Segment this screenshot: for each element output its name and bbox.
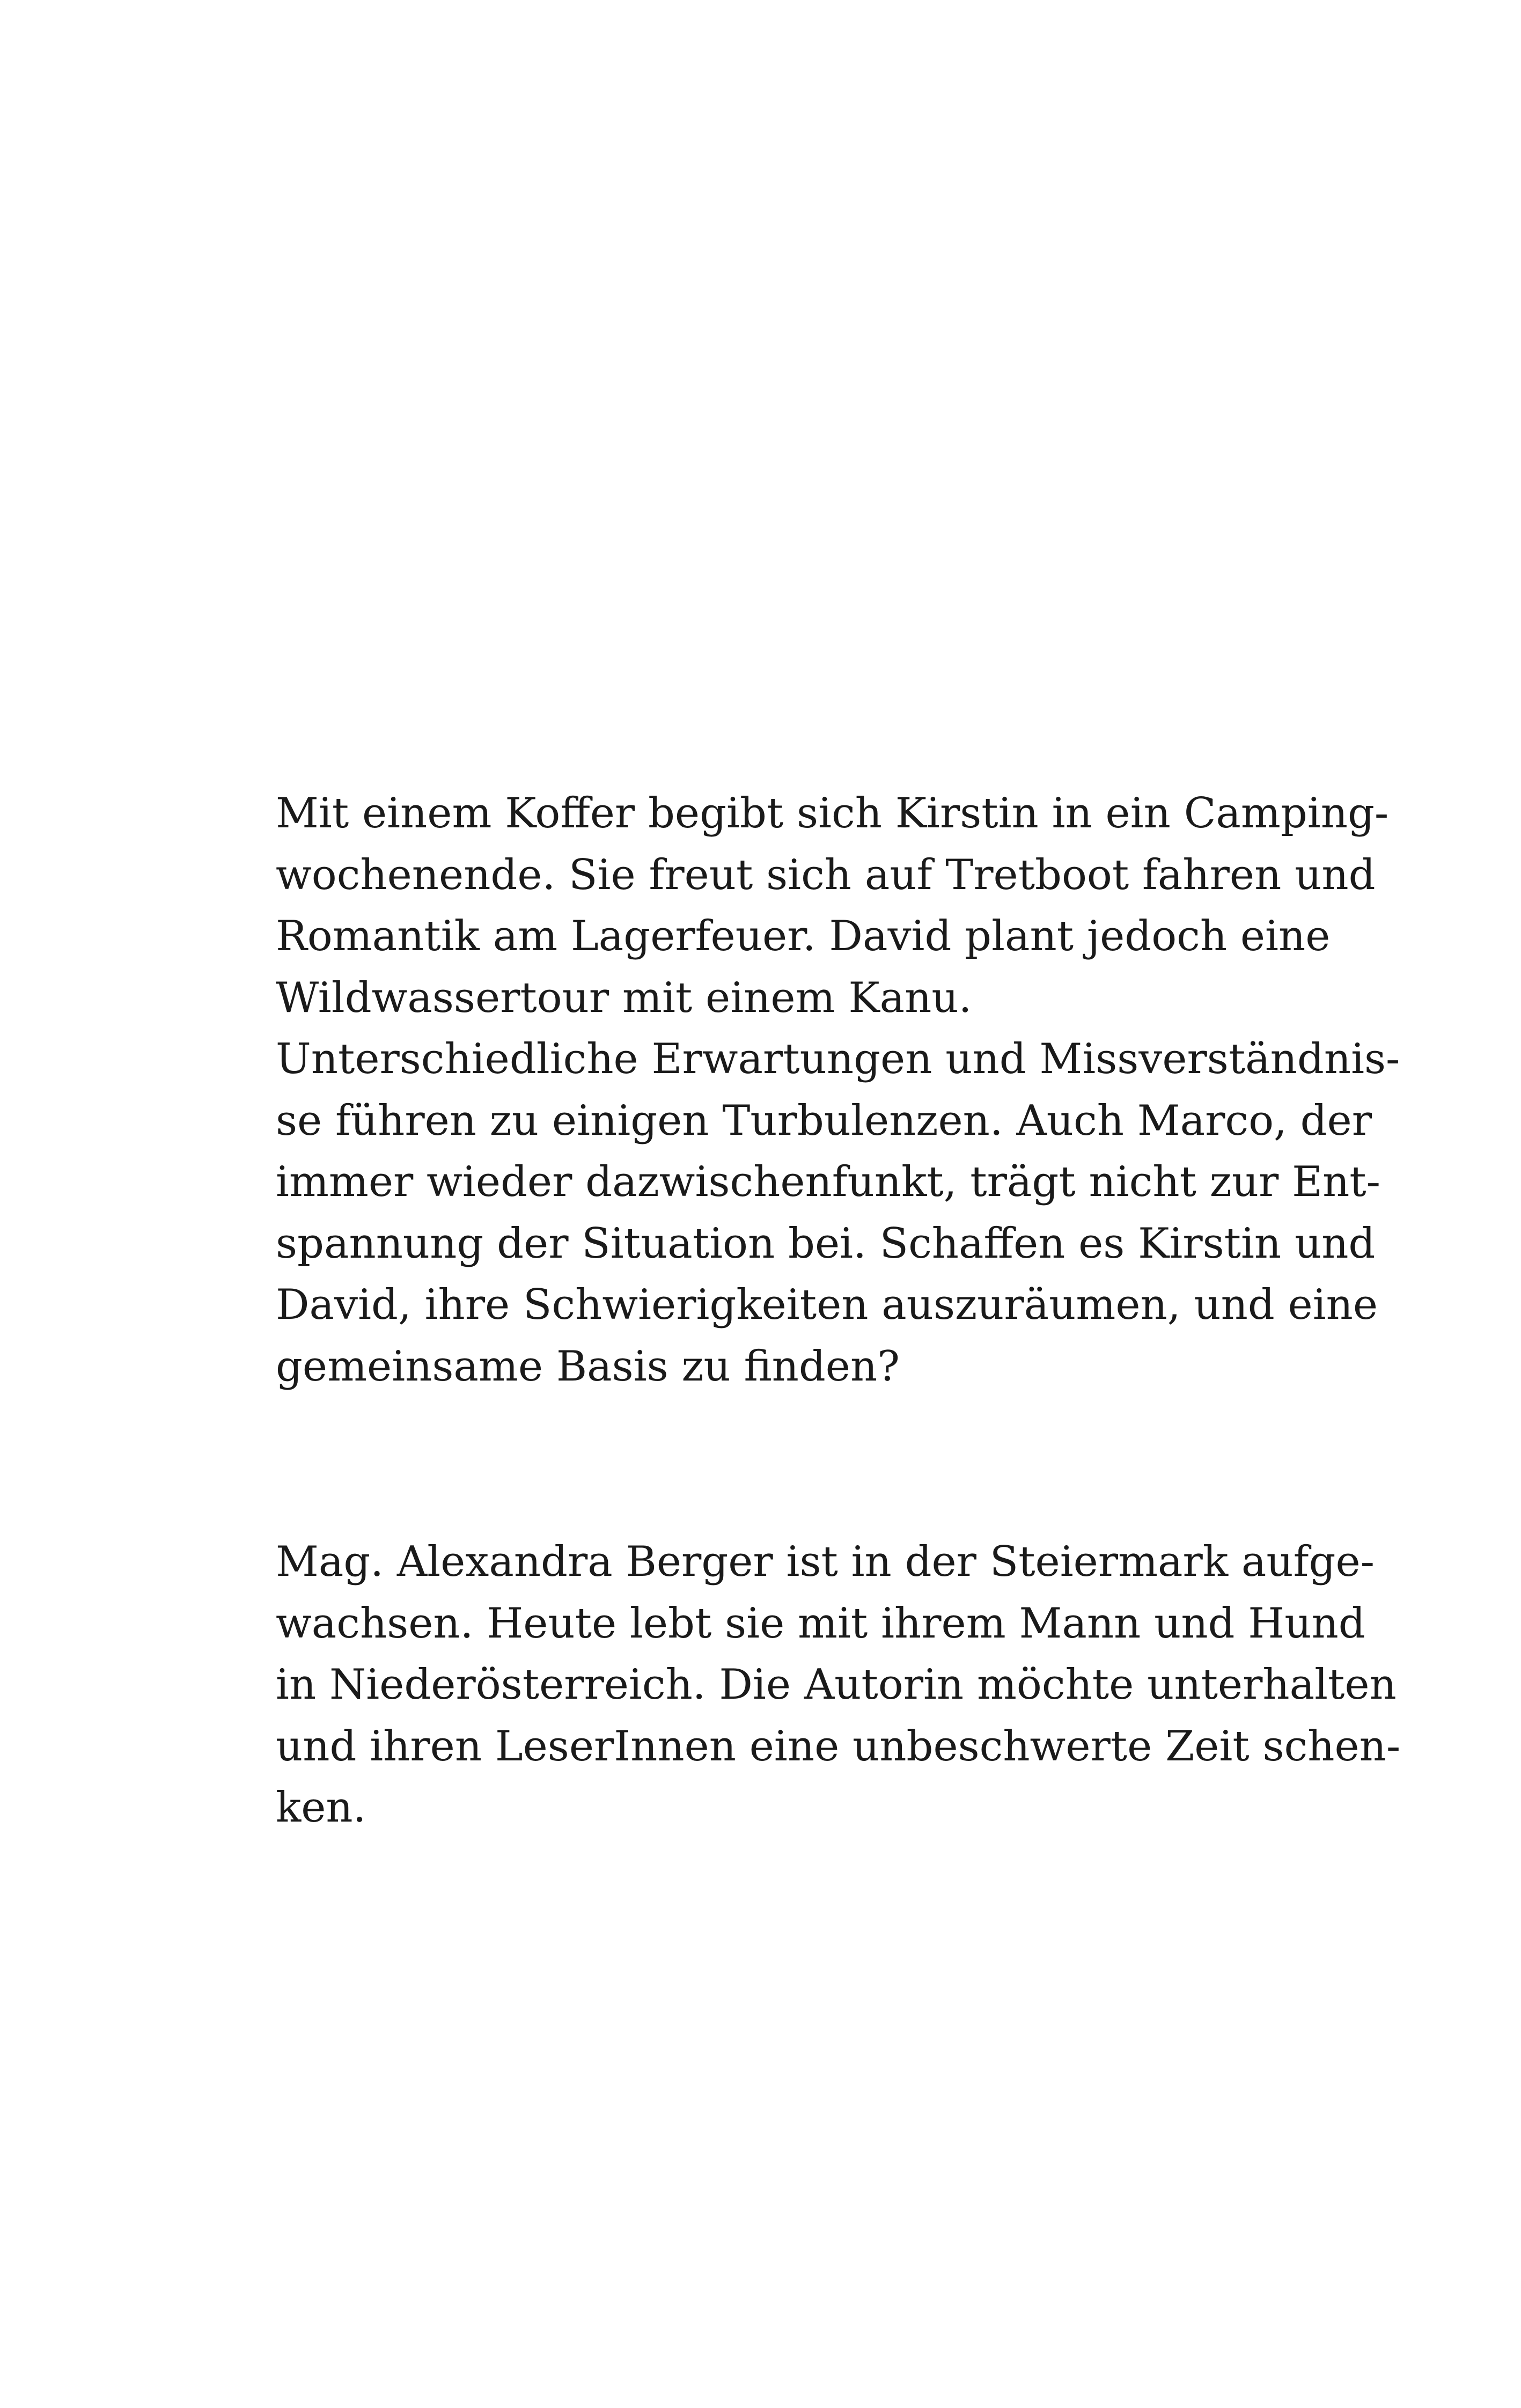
author-bio-paragraph — [276, 1531, 1401, 1839]
blurb-line: Mit einem Koffer begibt sich Kirstin in ein Camping- — [276, 789, 1389, 838]
blurb-line: gemeinsame Basis zu finden? — [276, 1342, 900, 1391]
blurb-line: wochenende. Sie freut sich auf Tretboot fahren und — [276, 850, 1376, 899]
blurb-line: Unterschiedliche Erwartungen und Missverständnis- — [276, 1035, 1400, 1083]
author-bio-line: ken. — [276, 1783, 366, 1832]
author-bio-line: wachsen. Heute lebt sie mit ihrem Mann und Hund — [276, 1599, 1365, 1648]
blurb-line: David, ihre Schwierigkeiten auszuräumen, und eine — [276, 1281, 1378, 1329]
blurb-line: spannung der Situation bei. Schaffen es Kirstin und — [276, 1219, 1376, 1268]
blurb-paragraph — [276, 783, 1400, 1397]
author-bio-line: in Niederösterreich. Die Autorin möchte unterhalten — [276, 1661, 1397, 1709]
blurb-line: se führen zu einigen Turbulenzen. Auch Marco, der — [276, 1096, 1372, 1145]
blurb-line: Romantik am Lagerfeuer. David plant jedoch eine — [276, 912, 1331, 960]
blurb-line: immer wieder dazwischenfunkt, trägt nicht zur Ent- — [276, 1158, 1381, 1206]
author-bio-line: und ihren LeserInnen eine unbeschwerte Zeit schen- — [276, 1722, 1401, 1771]
author-bio-line: Mag. Alexandra Berger ist in der Steiermark aufge- — [276, 1538, 1375, 1586]
blurb-line: Wildwassertour mit einem Kanu. — [276, 973, 972, 1022]
